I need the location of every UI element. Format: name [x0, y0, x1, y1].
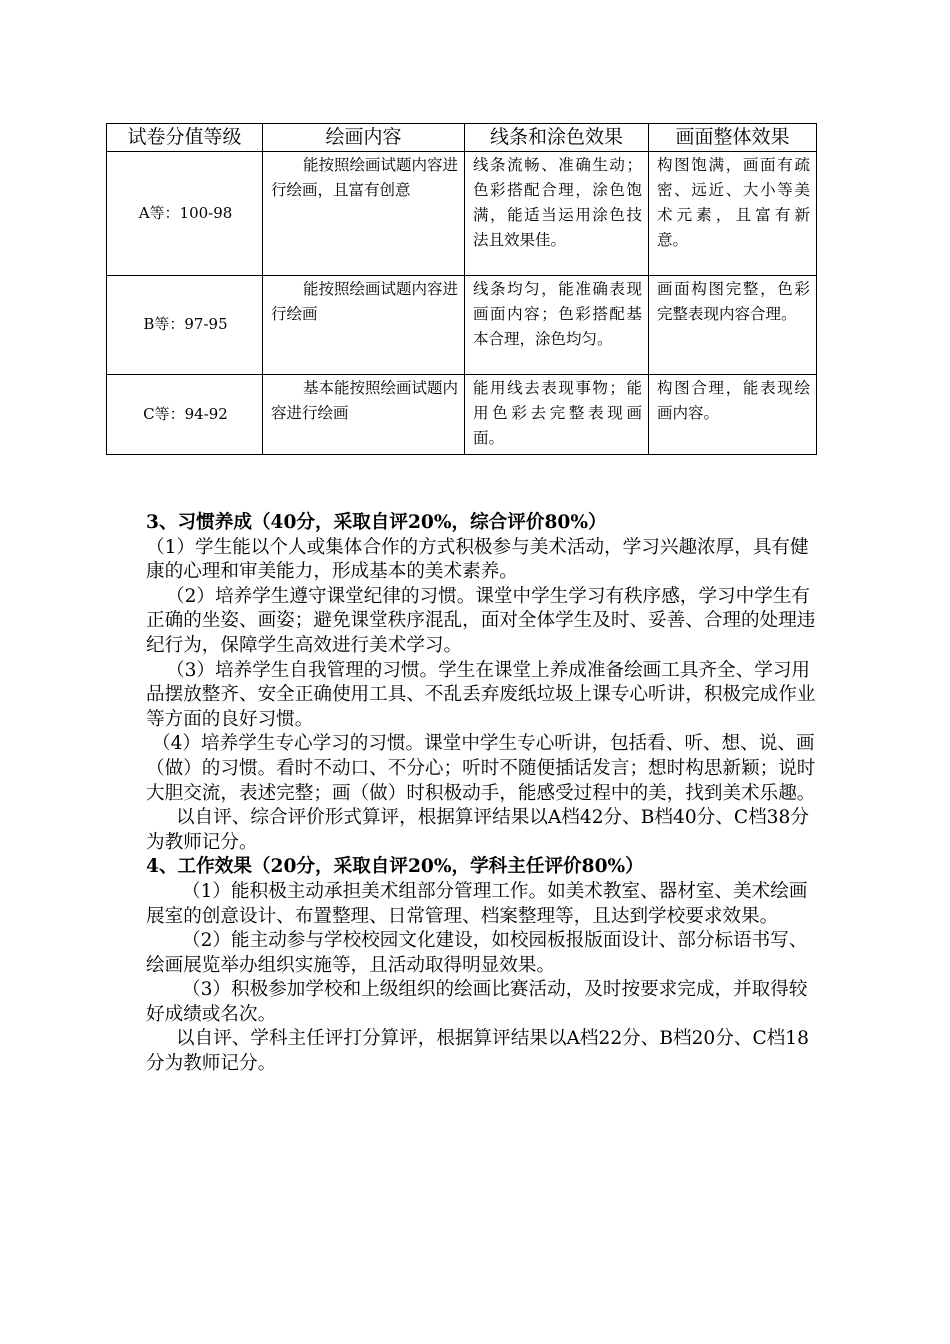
body-text: [146, 511, 822, 1077]
content-cell: 能按照绘画试题内容进行绘画: [263, 276, 465, 375]
grade-cell: C等：94-92: [107, 375, 263, 455]
paragraph: 以自评、学科主任评打分算评，根据算评结果以A档22分、B档20分、C档18分为教师记分。: [146, 1028, 809, 1075]
section-heading-habits: 3、习惯养成（40分，采取自评20%，综合评价80%）: [146, 512, 607, 533]
section-heading-work: 4、工作效果（20分，采取自评20%，学科主任评价80%）: [146, 856, 644, 878]
paragraph: （2）培养学生遵守课堂纪律的习惯。课堂中学生学习有秩序感，学习中学生有正确的坐姿、画姿；避免课堂秩序混乱，面对全体学生及时、妥善、合理的处理违纪行为，保障学生高效进行美术学习。: [146, 585, 816, 656]
line-color-cell: 线条均匀，能准确表现画面内容；色彩搭配基本合理，涂色均匀。: [465, 276, 649, 375]
header-overall: 画面整体效果: [649, 124, 817, 152]
table-row: [107, 375, 817, 455]
grade-cell: B等：97-95: [107, 276, 263, 375]
paragraph: （3）培养学生自我管理的习惯。学生在课堂上养成准备绘画工具齐全、学习用品摆放整齐、安全正确使用工具、不乱丢弃废纸垃圾上课专心听讲，积极完成作业等方面的良好习惯。: [146, 659, 816, 730]
overall-cell: 画面构图完整，色彩完整表现内容合理。: [649, 276, 817, 375]
content-cell: 基本能按照绘画试题内容进行绘画: [263, 375, 465, 455]
header-content: 绘画内容: [263, 124, 465, 152]
paragraph: （1）学生能以个人或集体合作的方式积极参与美术活动，学习兴趣浓厚，具有健康的心理和审美能力，形成基本的美术素养。: [146, 536, 809, 583]
paragraph: （4）培养学生专心学习的习惯。课堂中学生专心听讲，包括看、听、想、说、画（做）的习惯。看时不动口、不分心；听时不随便插话发言；想时构思新颖；说时大胆交流，表述完整；画（做）时积极动手，能感受过程中的美，找到美术乐趣。: [146, 733, 816, 804]
grading-table: [106, 123, 817, 455]
overall-cell: 构图合理，能表现绘画内容。: [649, 375, 817, 455]
table-row: [107, 152, 817, 276]
paragraph: （2）能主动参与学校校园文化建设，如校园板报版面设计、部分标语书写、绘画展览举办组织实施等，且活动取得明显效果。: [146, 930, 808, 976]
table-row: [107, 276, 817, 375]
line-color-cell: 线条流畅、准确生动；色彩搭配合理，涂色饱满，能适当运用涂色技法且效果佳。: [465, 152, 649, 276]
header-line-color: 线条和涂色效果: [465, 124, 649, 152]
content-cell: 能按照绘画试题内容进行绘画，且富有创意: [263, 152, 465, 276]
overall-cell: 构图饱满，画面有疏密、远近、大小等美术元素，且富有新意。: [649, 152, 817, 276]
paragraph: （3）积极参加学校和上级组织的绘画比赛活动，及时按要求完成，并取得较好成绩或名次。: [146, 979, 808, 1025]
grade-cell: A等：100-98: [107, 152, 263, 276]
paragraph: 以自评、综合评价形式算评，根据算评结果以A档42分、B档40分、C档38分为教师记分。: [146, 807, 809, 853]
table-header-row: [107, 124, 817, 152]
paragraph: （1）能积极主动承担美术组部分管理工作。如美术教室、器材室、美术绘画展室的创意设计、布置整理、日常管理、档案整理等，且达到学校要求效果。: [146, 880, 808, 927]
line-color-cell: 能用线去表现事物；能用色彩去完整表现画面。: [465, 375, 649, 455]
header-grade: 试卷分值等级: [107, 124, 263, 152]
